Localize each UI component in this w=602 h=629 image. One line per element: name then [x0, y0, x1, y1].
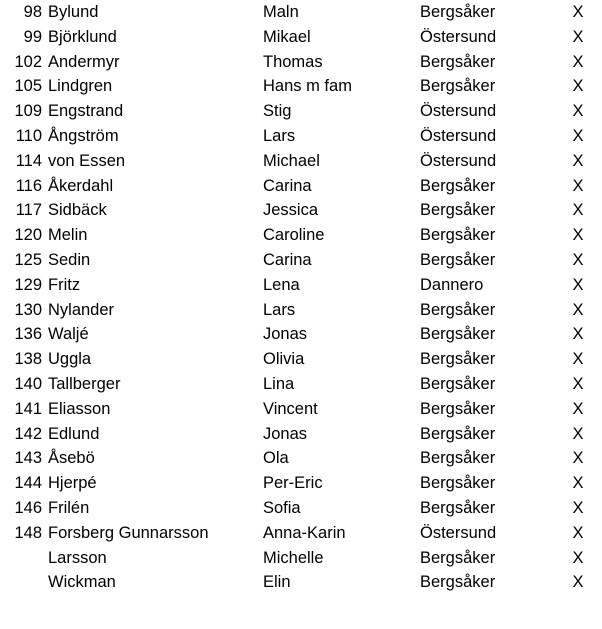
surname: Björklund [48, 27, 117, 46]
list-row [0, 322, 602, 347]
member-number: 116 [15, 176, 42, 195]
city: Bergsåker [420, 449, 496, 468]
check-mark: X [572, 102, 584, 121]
check-mark: X [572, 127, 584, 145]
member-number: 117 [15, 201, 42, 220]
city: Dannero [420, 275, 484, 294]
city: Östersund [420, 523, 497, 542]
list-row [0, 446, 602, 471]
check-mark: X [572, 27, 584, 46]
city: Bergsåker [420, 176, 496, 195]
list-row [0, 99, 602, 124]
surname: Forsberg Gunnarsson [48, 523, 209, 542]
city: Bergsåker [420, 251, 496, 269]
list-row [0, 0, 602, 25]
check-mark: X [572, 399, 584, 418]
city: Bergsåker [420, 201, 496, 220]
surname: Frilén [48, 499, 90, 517]
check-mark: X [572, 449, 584, 468]
city: Östersund [420, 127, 497, 145]
member-number: 114 [15, 151, 42, 170]
member-number [0, 570, 42, 595]
surname: Fritz [48, 275, 81, 294]
city: Östersund [420, 151, 497, 170]
city: Bergsåker [420, 499, 496, 517]
surname: Uggla [48, 350, 92, 369]
member-number: 138 [14, 350, 42, 369]
surname: Edlund [48, 424, 100, 443]
surname: Nylander [48, 300, 115, 319]
member-number: 144 [14, 474, 42, 493]
list-row [0, 546, 602, 571]
first-name: Vincent [263, 399, 318, 418]
list-row [0, 124, 602, 149]
check-mark: X [572, 52, 584, 71]
member-number: 148 [14, 523, 42, 542]
member-number: 129 [14, 275, 42, 294]
check-mark: X [572, 251, 584, 269]
member-number: 98 [23, 3, 42, 21]
list-row [0, 496, 602, 521]
first-name: Per-Eric [263, 474, 323, 493]
member-number: 136 [14, 325, 42, 344]
check-mark: X [572, 573, 584, 592]
check-mark: X [572, 325, 584, 344]
member-number: 141 [14, 399, 42, 418]
list-row [0, 273, 602, 298]
first-name: Elin [263, 573, 291, 592]
first-name: Lars [263, 300, 296, 319]
city: Bergsåker [420, 226, 496, 245]
check-mark: X [572, 424, 584, 443]
first-name: Jonas [263, 325, 308, 344]
first-name: Jessica [263, 201, 319, 220]
list-row [0, 471, 602, 496]
first-name: Michael [263, 151, 320, 170]
list-row [0, 149, 602, 174]
city: Bergsåker [420, 424, 496, 443]
member-number: 125 [14, 251, 42, 269]
first-name: Carina [263, 251, 312, 269]
list-row [0, 570, 602, 595]
member-number: 105 [14, 77, 42, 96]
city: Bergsåker [420, 375, 496, 393]
first-name: Maln [263, 3, 299, 21]
check-mark: X [572, 548, 584, 567]
surname: Lindgren [48, 77, 113, 96]
member-number: 146 [14, 499, 42, 517]
surname: Waljé [48, 325, 89, 344]
first-name: Caroline [263, 226, 325, 245]
surname: Hjerpé [48, 474, 97, 493]
check-mark: X [572, 523, 584, 542]
list-row [0, 248, 602, 273]
list-row [0, 198, 602, 223]
member-number [0, 546, 42, 571]
city: Bergsåker [420, 573, 496, 592]
surname: Bylund [48, 3, 99, 21]
surname: Andermyr [48, 52, 120, 71]
member-number: 143 [14, 449, 42, 468]
city: Östersund [420, 27, 497, 46]
first-name: Lena [263, 275, 300, 294]
member-number: 142 [14, 424, 42, 443]
check-mark: X [572, 300, 584, 319]
list-row [0, 74, 602, 99]
surname: Engstrand [48, 102, 124, 121]
check-mark: X [572, 226, 584, 245]
first-name: Thomas [263, 52, 323, 71]
list-row [0, 298, 602, 323]
city: Bergsåker [420, 474, 496, 493]
surname: Åkerdahl [48, 176, 114, 195]
member-number: 99 [23, 27, 42, 46]
first-name: Anna-Karin [263, 523, 346, 542]
first-name: Carina [263, 176, 312, 195]
surname: Sidbäck [48, 201, 107, 220]
surname: Ångström [48, 127, 119, 145]
surname: Wickman [48, 573, 116, 592]
surname: Melin [48, 226, 88, 245]
surname: Sedin [48, 251, 91, 269]
member-number: 110 [15, 127, 42, 145]
member-number: 102 [14, 52, 42, 71]
list-row [0, 372, 602, 397]
first-name: Mikael [263, 27, 311, 46]
list-row [0, 50, 602, 75]
first-name: Ola [263, 449, 289, 468]
list-row [0, 223, 602, 248]
first-name: Lars [263, 127, 296, 145]
check-mark: X [572, 375, 584, 393]
city: Bergsåker [420, 350, 496, 369]
list-row [0, 521, 602, 546]
member-number: 130 [14, 300, 42, 319]
surname: Tallberger [48, 375, 121, 393]
check-mark: X [572, 3, 584, 21]
check-mark: X [572, 151, 584, 170]
city: Bergsåker [420, 3, 496, 21]
city: Bergsåker [420, 300, 496, 319]
city: Östersund [420, 102, 497, 121]
city: Bergsåker [420, 77, 496, 96]
list-row [0, 397, 602, 422]
first-name: Hans m fam [263, 77, 352, 96]
list-row [0, 347, 602, 372]
list-row [0, 174, 602, 199]
member-number: 120 [14, 226, 42, 245]
city: Bergsåker [420, 52, 496, 71]
check-mark: X [572, 350, 584, 369]
member-number: 140 [14, 375, 42, 393]
check-mark: X [572, 499, 584, 517]
check-mark: X [572, 77, 584, 96]
city: Bergsåker [420, 399, 496, 418]
list-row [0, 422, 602, 447]
list-row [0, 25, 602, 50]
check-mark: X [572, 474, 584, 493]
first-name: Sofia [263, 499, 301, 517]
surname: Larsson [48, 548, 107, 567]
first-name: Lina [263, 375, 295, 393]
surname: von Essen [48, 151, 126, 170]
check-mark: X [572, 201, 584, 220]
surname: Åsebö [48, 449, 95, 468]
first-name: Stig [263, 102, 292, 121]
check-mark: X [572, 275, 584, 294]
surname: Eliasson [48, 399, 111, 418]
city: Bergsåker [420, 548, 496, 567]
check-mark: X [572, 176, 584, 195]
first-name: Olivia [263, 350, 305, 369]
member-number: 109 [14, 102, 42, 121]
first-name: Michelle [263, 548, 324, 567]
city: Bergsåker [420, 325, 496, 344]
first-name: Jonas [263, 424, 308, 443]
